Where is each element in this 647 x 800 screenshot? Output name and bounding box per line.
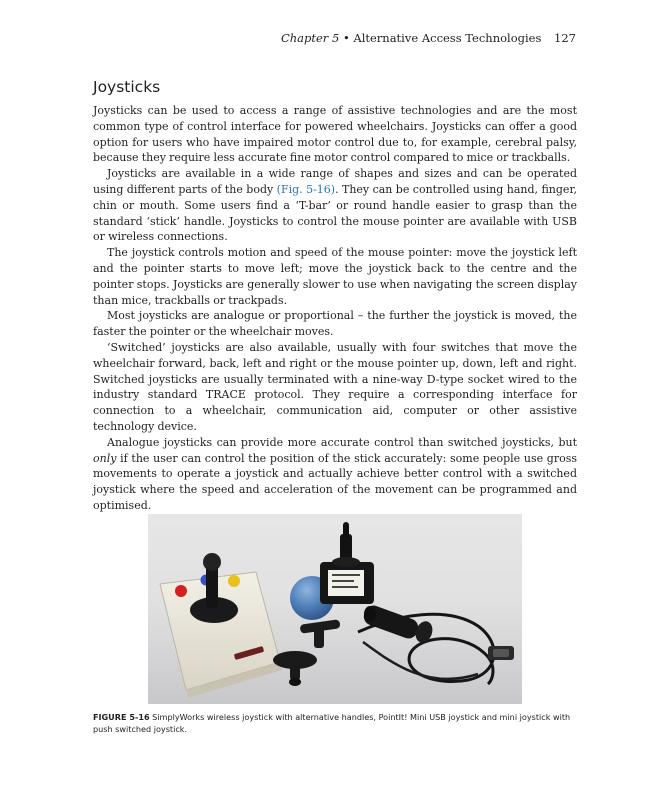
t-bar-handle: [300, 619, 341, 648]
bullet: •: [342, 31, 350, 45]
paragraph-6: Analogue joysticks can provide more accurate control than switched joysticks, but only if the user can control the position of the stick accurately: some people use gross movements to operate a joystick and actually achieve better control with a switched joystick where the speed and acceleration of the movement can be programmed and optimised.: [93, 435, 577, 512]
section-title: Joysticks: [93, 78, 161, 96]
mini-push-switch-joystick: [361, 603, 435, 645]
yellow-button: [228, 575, 240, 587]
wireless-joystick-base: [160, 553, 282, 698]
running-head: [281, 31, 576, 45]
emphasis-only: only: [93, 451, 117, 465]
figure-caption: [93, 711, 573, 735]
figure-caption-text: SimplyWorks wireless joystick with alternative handles, PointIt! Mini USB joystick and mini joystick with push switched joystick.: [93, 712, 571, 734]
figure-label: FIGURE 5-16: [93, 712, 150, 722]
paragraph-2: Joysticks are available in a wide range of shapes and sizes and can be operated using different parts of the body (Fig. 5-16). They can be controlled using hand, finger, chin or mouth. Some users find a ‘T-bar’ or round handle easier to grasp than the standard ‘stick’ handle. Joysticks to control the mouse pointer are available with USB or wireless connections.: [93, 167, 577, 244]
figure-reference-link[interactable]: (Fig. 5-16): [276, 182, 336, 196]
paragraph-4: Most joysticks are analogue or proportional – the further the joystick is moved, the faster the pointer or the wheelchair moves.: [93, 309, 577, 339]
page-number: 127: [554, 31, 576, 45]
joystick-photo-illustration: [148, 514, 522, 704]
paragraph-3: The joystick controls motion and speed of the mouse pointer: move the joystick left and the pointer starts to move left; move the joystick back to the centre and the pointer stops. Joysticks are generally slower to use when navigating the screen display than mice, trackballs or trackpads.: [93, 246, 577, 307]
chapter-label: Chapter 5: [280, 31, 340, 45]
chapter-title: Alternative Access Technologies: [353, 31, 542, 45]
pointit-mini-usb-joystick: [320, 522, 374, 604]
red-button: [175, 585, 187, 597]
body-text: [93, 103, 577, 514]
paragraph-5: ‘Switched’ joysticks are also available, usually with four switches that move the wheelchair forward, back, left and right or the mouse pointer up, down, left and right. Switched joysticks are usually terminated with a nine-way D-type socket wired to the industry standard TRACE protocol. They require a corresponding interface for connection to a wheelchair, communication aid, computer or other assistive technology device.: [93, 340, 577, 433]
d-type-connector: [488, 646, 514, 660]
paragraph-1: Joysticks can be used to access a range of assistive technologies and are the most common type of control interface for powered wheelchairs. Joysticks can offer a good option for users who have impaired motor control due to, for example, cerebral palsy, because they require less accurate fine motor control compared to mice or trackballs.: [93, 104, 577, 165]
figure-photo: [148, 514, 522, 704]
